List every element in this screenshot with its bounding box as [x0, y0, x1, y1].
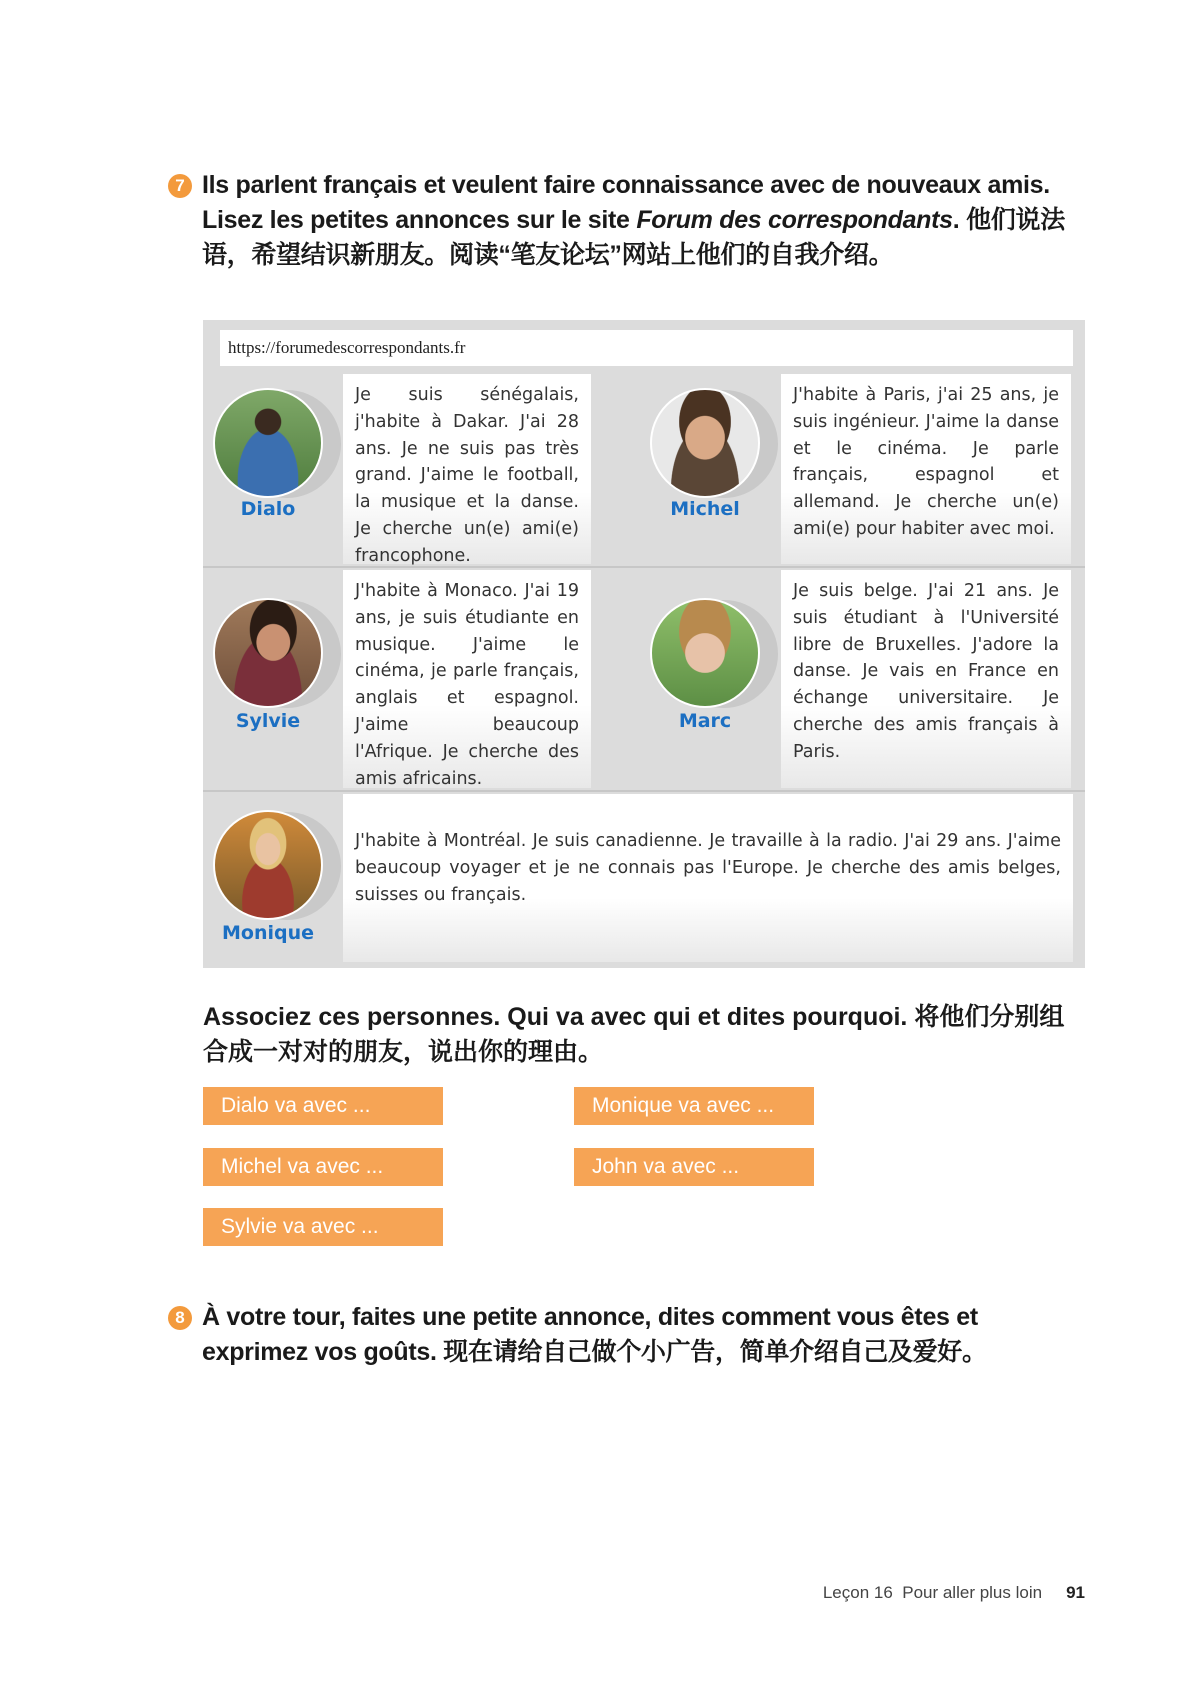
avatar	[213, 598, 323, 708]
row-divider	[203, 566, 1085, 568]
instruction-part-2: . 他们说法语，希望结识新朋友。阅读“笔友论坛”网站上他们的自我介绍。	[202, 206, 1065, 269]
answer-monique[interactable]: Monique va avec ...	[574, 1087, 814, 1125]
associate-instruction: Associez ces personnes. Qui va avec qui et dites pourquoi. 将他们分别组合成一对对的朋友，说出你的理由。	[203, 1003, 1065, 1066]
exercise-instruction: À votre tour, faites une petite annonce, dites comment vous êtes et exprimez vos goûts. 现在请给自己做个小广告，简单介绍自己及爱好。	[202, 1303, 987, 1366]
avatar-frame	[650, 598, 780, 718]
avatar-frame	[650, 388, 780, 508]
forum-panel	[203, 320, 1085, 968]
exercise-instruction	[202, 168, 1088, 273]
page-number: 91	[1066, 1583, 1085, 1602]
profile-text: J'habite à Paris, j'ai 25 ans, je suis ingénieur. J'aime la danse et le cinéma. Je parle français, espagnol et allemand. Je cherche un(e) ami(e) pour habiter avec moi.	[781, 374, 1071, 564]
lesson-label: Leçon 16 Pour aller plus loin	[822, 1583, 1043, 1602]
profile-text: J'habite à Montréal. Je suis canadienne. Je travaille à la radio. J'ai 29 ans. J'aime beaucoup voyager et je ne connais pas l'Europe. Je cherche des amis belges, suisses ou français.	[343, 794, 1073, 962]
avatar-frame	[213, 388, 343, 508]
instruction-part-1: Ils parlent français et veulent faire connaissance avec de nouveaux amis. Lisez les petites annonces sur le site	[202, 171, 1050, 234]
answer-dialo[interactable]: Dialo va avec ...	[203, 1087, 443, 1125]
page-footer	[823, 1583, 1085, 1603]
exercise-8	[168, 1300, 1088, 1370]
answer-john[interactable]: John va avec ...	[574, 1148, 814, 1186]
avatar	[650, 388, 760, 498]
avatar-frame	[213, 598, 343, 718]
profile-name: Michel	[670, 498, 740, 520]
profile-name: Sylvie	[235, 710, 301, 732]
answer-michel[interactable]: Michel va avec ...	[203, 1148, 443, 1186]
row-divider	[203, 790, 1085, 792]
url-bar[interactable]: https://forumedescorrespondants.fr	[220, 330, 1073, 366]
exercise-number-badge: 7	[168, 174, 192, 198]
profile-text: Je suis belge. J'ai 21 ans. Je suis étudiant à l'Université libre de Bruxelles. J'adore la danse. Je vais en France en échange universitaire. Je cherche des amis français à Paris.	[781, 570, 1071, 788]
avatar	[650, 598, 760, 708]
profile-name: Monique	[221, 922, 314, 944]
exercise-number-badge: 8	[168, 1306, 192, 1330]
avatar-frame	[213, 810, 343, 930]
profile-text: J'habite à Monaco. J'ai 19 ans, je suis étudiante en musique. J'aime le cinéma, je parle français, anglais et espagnol. J'aime beaucoup l'Afrique. Je cherche des amis africains.	[343, 570, 591, 788]
avatar	[213, 388, 323, 498]
exercise-7	[168, 168, 1088, 273]
profile-text: Je suis sénégalais, j'habite à Dakar. J'ai 28 ans. Je ne suis pas très grand. J'aime le football, la musique et la danse. Je cherche un(e) ami(e) francophone.	[343, 374, 591, 564]
profile-name: Marc	[678, 710, 732, 732]
site-name: Forum des correspondants	[636, 206, 953, 234]
answer-sylvie[interactable]: Sylvie va avec ...	[203, 1208, 443, 1246]
avatar	[213, 810, 323, 920]
profile-name: Dialo	[240, 498, 296, 520]
